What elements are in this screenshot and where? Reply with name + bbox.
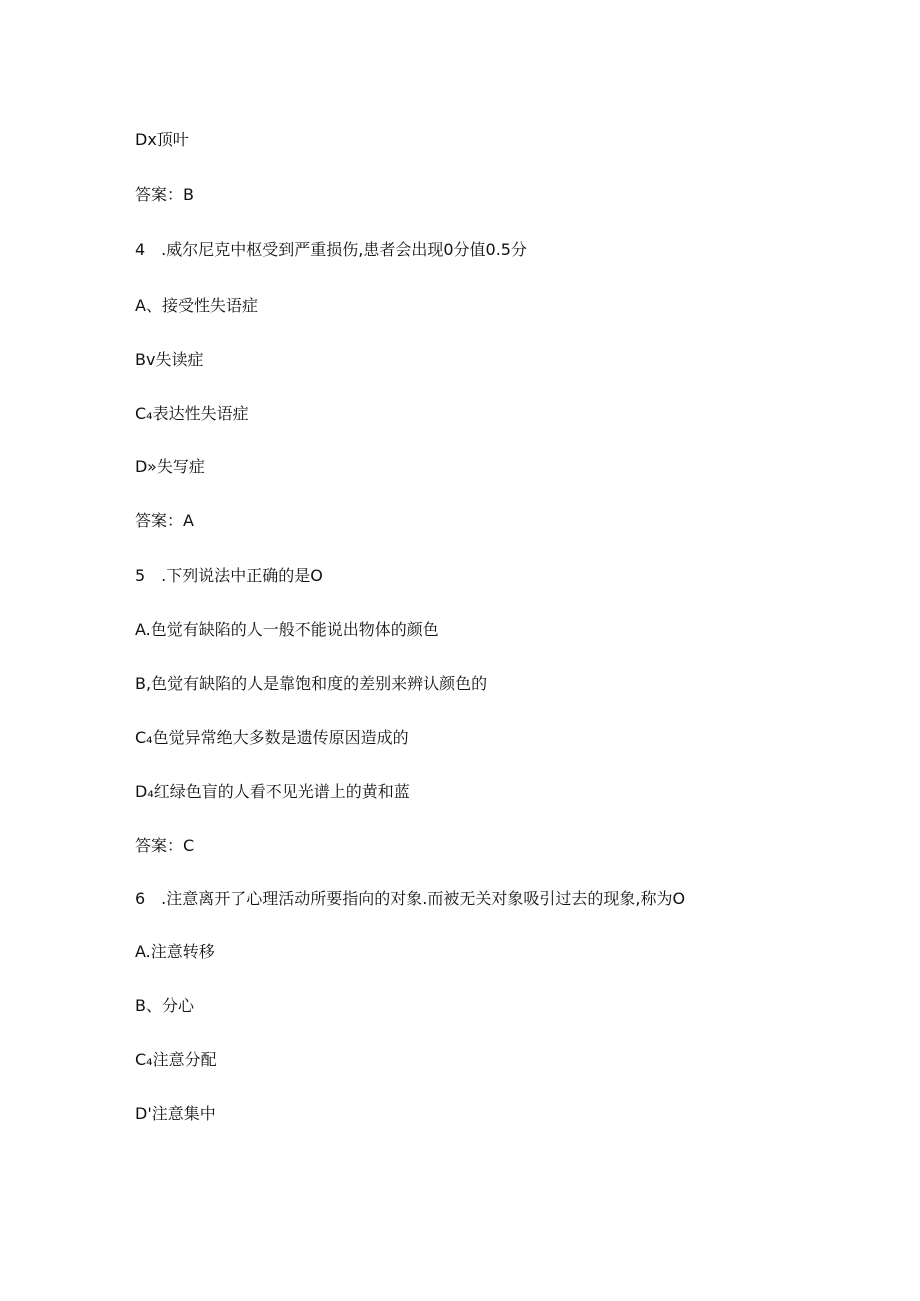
- answer-q4: 答案：A: [135, 511, 194, 530]
- option-b-q5: B,色觉有缺陷的人是靠饱和度的差别来辨认颜色的: [135, 674, 488, 693]
- option-a-q4: A、接受性失语症: [135, 296, 258, 315]
- answer-q5: 答案：C: [135, 836, 195, 855]
- option-c-q5: C₄色觉异常绝大多数是遗传原因造成的: [135, 728, 409, 747]
- option-a-q6: A.注意转移: [135, 942, 215, 961]
- question-6: 6 .注意离开了心理活动所要指向的对象.而被无关对象吸引过去的现象,称为O: [135, 889, 686, 908]
- option-a-q5: A.色觉有缺陷的人一般不能说出物体的颜色: [135, 620, 439, 639]
- option-b-q6: B、分心: [135, 996, 194, 1015]
- option-d-q3: Dx顶叶: [135, 130, 189, 149]
- option-d-q5: D₄红绿色盲的人看不见光谱上的黄和蓝: [135, 782, 410, 801]
- question-4: 4 .威尔尼克中枢受到严重损伤,患者会出现0分值0.5分: [135, 240, 527, 259]
- option-d-q4: D»失写症: [135, 457, 205, 476]
- option-c-q6: C₄注意分配: [135, 1050, 217, 1069]
- option-b-q4: Bv失读症: [135, 350, 204, 369]
- answer-q3: 答案：B: [135, 185, 194, 204]
- option-c-q4: C₄表达性失语症: [135, 404, 249, 423]
- question-5: 5 .下列说法中正确的是O: [135, 566, 323, 585]
- option-d-q6: D'注意集中: [135, 1104, 216, 1123]
